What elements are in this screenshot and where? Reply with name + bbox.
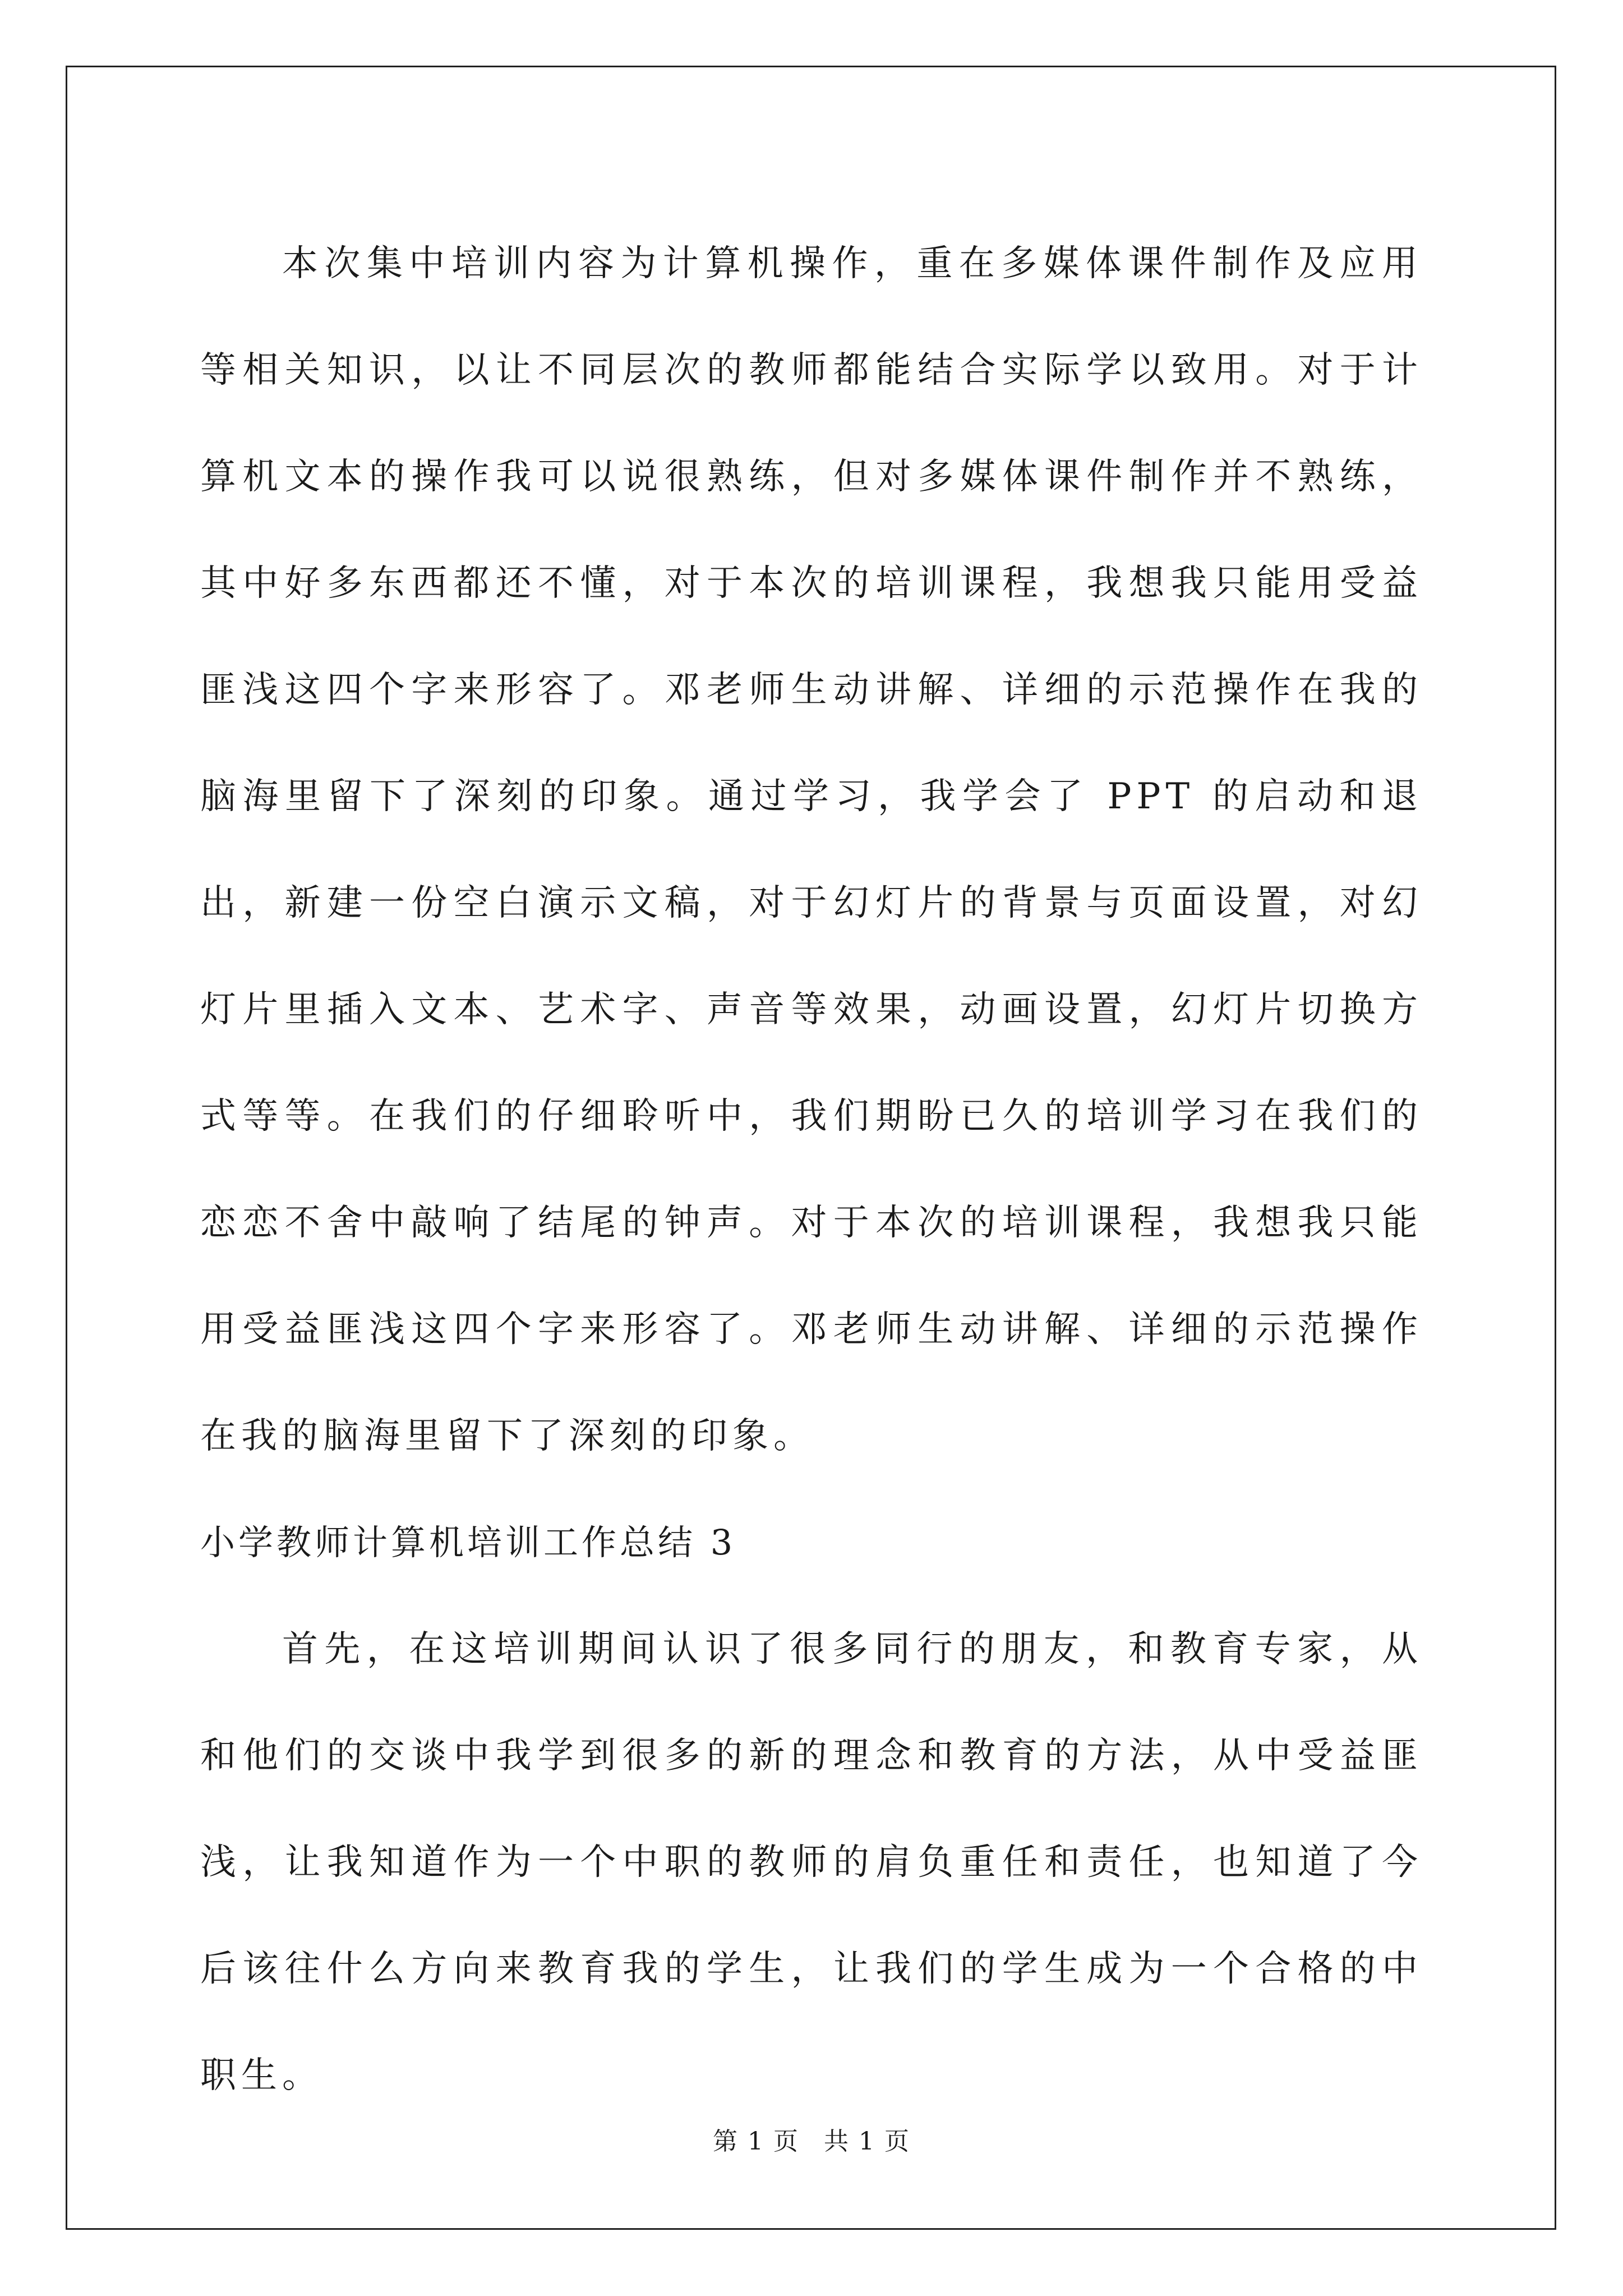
body-paragraph-2: 首先，在这培训期间认识了很多同行的朋友，和教育专家，从和他们的交谈中我学到很多的新的理念和教育的方法，从中受益匪浅，让我知道作为一个中职的教师的肩负重任和责任，也知道了今后该往什么方向来教育我的学生，让我们的学生成为一个合格的中职生。 (200, 1628, 1423, 2096)
document-body (200, 210, 1423, 2129)
section-heading: 小学教师计算机培训工作总结 3 (200, 1522, 736, 1563)
page-number: 第 1 页 (713, 2127, 799, 2156)
body-paragraph-1: 本次集中培训内容为计算机操作，重在多媒体课件制作及应用等相关知识，以让不同层次的教师都能结合实际学以致用。对于计算机文本的操作我可以说很熟练，但对多媒体课件制作并不熟练，其中好多东西都还不懂，对于本次的培训课程，我想我只能用受益匪浅这四个字来形容了。邓老师生动讲解、详细的示范操作在我的脑海里留下了深刻的印象。通过学习，我学会了 PPT 的启动和退出，新建一份空白演示文稿，对于幻灯片的背景与页面设置，对幻灯片里插入文本、艺术字、声音等效果，动画设置，幻灯片切换方式等等。在我们的仔细聆听中，我们期盼已久的培训学习在我们的恋恋不舍中敲响了结尾的钟声。对于本次的培训课程，我想我只能用受益匪浅这四个字来形容了。邓老师生动讲解、详细的示范操作在我的脑海里留下了深刻的印象。 (200, 243, 1423, 1457)
page-footer (0, 2125, 1623, 2159)
page-total: 共 1 页 (824, 2127, 910, 2156)
